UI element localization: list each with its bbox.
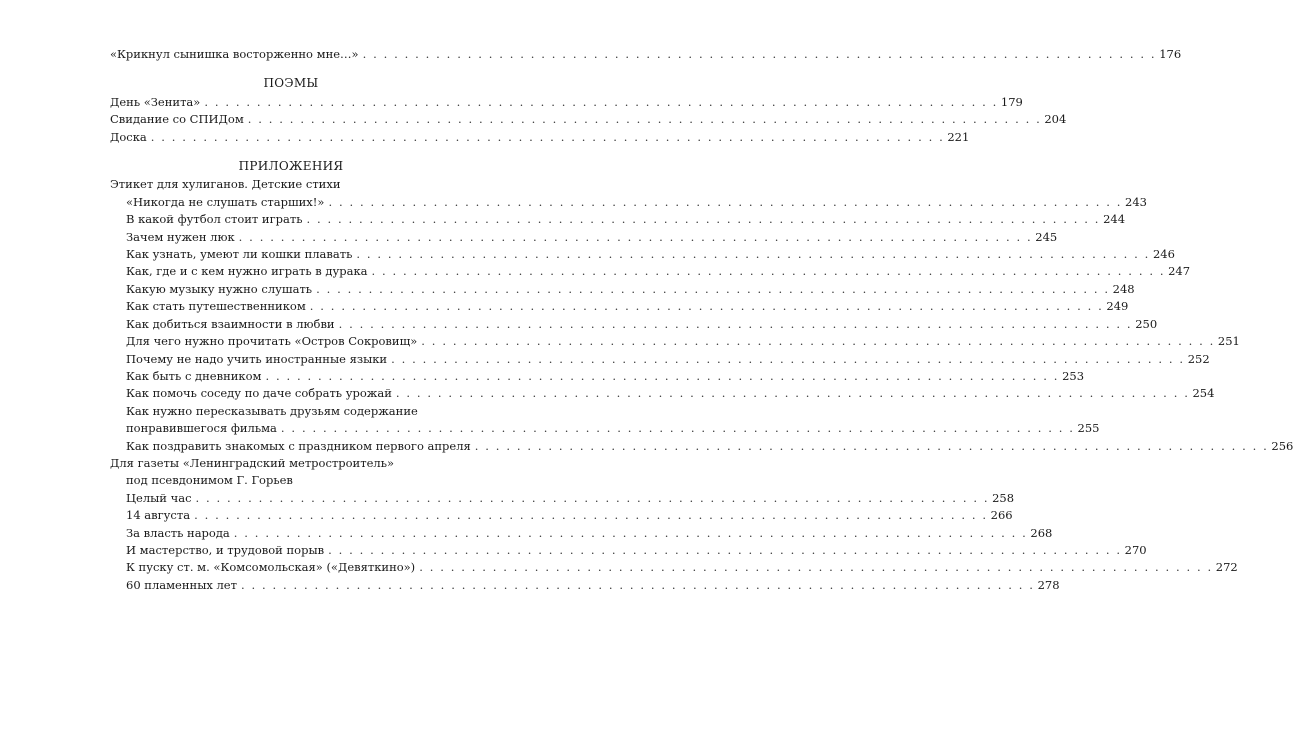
toc-entry-page: 249 <box>1106 299 1129 314</box>
toc-entry <box>110 281 1135 298</box>
toc-entry-page: 245 <box>1035 229 1058 244</box>
toc-entry-title: Целый час <box>126 490 192 505</box>
toc-entry <box>110 246 1175 263</box>
toc-entry-page: 266 <box>990 508 1013 523</box>
toc-entry-title: Почему не надо учить иностранные языки <box>126 351 388 366</box>
section-heading-appendix: ПРИЛОЖЕНИЯ <box>238 159 344 174</box>
etiquette-list <box>110 194 1293 455</box>
toc-entry <box>110 194 1147 211</box>
toc-entry-title: Для чего нужно прочитать «Остров Сокровищ» <box>126 334 418 349</box>
toc-entry-title: 14 августа <box>126 508 191 523</box>
toc-entry-page: 243 <box>1125 194 1147 209</box>
toc-entry <box>110 351 1210 368</box>
toc-entry-page: 247 <box>1168 264 1191 279</box>
toc-entry <box>110 129 970 146</box>
dot-leader <box>151 129 945 146</box>
toc-entry-page: 244 <box>1103 212 1126 227</box>
toc-entry-page: 270 <box>1124 542 1147 557</box>
section-heading-poems: ПОЭМЫ <box>263 76 319 91</box>
toc-entry <box>110 525 1053 542</box>
toc-entry <box>110 542 1147 559</box>
dot-leader <box>328 194 1122 211</box>
toc-entry-page: 272 <box>1215 560 1238 575</box>
dot-leader <box>310 298 1104 315</box>
toc-entry-page: 179 <box>1000 94 1023 109</box>
toc-entry-page: 278 <box>1037 577 1060 592</box>
toc-entry-title-line: Как нужно пересказывать друзьям содержание <box>126 403 418 418</box>
dot-leader <box>281 420 1075 437</box>
toc-entry <box>110 507 1013 524</box>
dot-leader <box>421 333 1215 350</box>
toc-entry-page: 248 <box>1112 281 1135 296</box>
dot-leader <box>196 490 990 507</box>
toc-entry-title: 60 пламенных лет <box>126 577 237 592</box>
toc-entry-title: Как, где и с кем нужно играть в дурака <box>126 264 368 279</box>
dot-leader <box>339 316 1133 333</box>
toc-entry-page: 253 <box>1062 368 1085 383</box>
toc-entry-page: 250 <box>1135 316 1158 331</box>
dot-leader <box>316 281 1110 298</box>
dot-leader <box>475 438 1269 455</box>
toc-entry-title: Как узнать, умеют ли кошки плавать <box>126 247 353 262</box>
toc-entry-title: Как помочь соседу по даче собрать урожай <box>126 386 392 401</box>
toc-entry-page: 221 <box>947 129 970 144</box>
dot-leader <box>372 263 1166 280</box>
toc-entry <box>110 263 1191 280</box>
toc-entry <box>110 385 1215 402</box>
toc-entry-title: Как стать путешественником <box>126 299 306 314</box>
dot-leader <box>234 525 1028 542</box>
toc-entry <box>110 46 1182 63</box>
dot-leader <box>194 507 988 524</box>
dot-leader <box>396 385 1190 402</box>
toc-entry-page: 204 <box>1044 112 1067 127</box>
toc-entry-title: День «Зенита» <box>110 94 201 109</box>
dot-leader <box>419 559 1213 576</box>
toc-entry-page: 251 <box>1217 334 1240 349</box>
toc-entry-page: 256 <box>1271 438 1293 453</box>
toc-entry <box>110 229 1058 246</box>
toc-entry <box>110 420 1100 437</box>
dot-leader <box>306 211 1100 228</box>
toc-entry <box>110 298 1129 315</box>
toc-entry <box>110 211 1126 228</box>
toc-entry-page: 246 <box>1152 247 1175 262</box>
toc-entry-title: Как поздравить знакомых с праздником первого апреля <box>126 438 471 453</box>
toc-entry <box>110 559 1238 576</box>
toc-entry <box>110 111 1067 128</box>
toc-entry <box>110 368 1085 385</box>
dot-leader <box>356 246 1150 263</box>
toc-entry-title: И мастерство, и трудовой порыв <box>126 542 325 557</box>
toc-entry-page: 176 <box>1159 47 1182 61</box>
toc-entry-title: К пуску ст. м. «Комсомольская» («Девяткино») <box>126 560 416 575</box>
toc-entry <box>110 490 1015 507</box>
toc-entry-title: понравившегося фильма <box>126 421 277 436</box>
toc-entry-title: Как быть с дневником <box>126 368 262 383</box>
toc-entry-title: Доска <box>110 129 147 144</box>
toc-entry <box>110 438 1293 455</box>
newspaper-list <box>110 490 1238 594</box>
poems-list <box>110 94 1067 146</box>
toc-entry-page: 252 <box>1187 351 1210 366</box>
toc-entry-page: 258 <box>992 490 1015 505</box>
dot-leader <box>363 46 1157 63</box>
subsection-heading-etiquette: Этикет для хулиганов. Детские стихи <box>110 177 341 192</box>
toc-entry-page: 268 <box>1030 525 1053 540</box>
toc-entry <box>110 333 1240 350</box>
table-of-contents <box>110 46 1293 594</box>
toc-entry-title: «Никогда не слушать старших!» <box>126 194 325 209</box>
toc-entry-page: 255 <box>1077 421 1100 436</box>
toc-entry-title: В какой футбол стоит играть <box>126 212 303 227</box>
toc-entry-title: «Крикнул сынишка восторженно мне…» <box>110 47 359 61</box>
dot-leader <box>239 229 1033 246</box>
subsection-heading-pseudonym: под псевдонимом Г. Горьев <box>126 473 293 488</box>
dot-leader <box>265 368 1059 385</box>
dot-leader <box>248 111 1042 128</box>
toc-entry-title: Какую музыку нужно слушать <box>126 281 313 296</box>
toc-entry <box>110 94 1023 111</box>
toc-entry-page: 254 <box>1192 386 1215 401</box>
toc-entry-title: Зачем нужен люк <box>126 229 235 244</box>
dot-leader <box>328 542 1122 559</box>
dot-leader <box>204 94 998 111</box>
toc-entry <box>110 577 1060 594</box>
toc-entry-title: За власть народа <box>126 525 230 540</box>
subsection-heading-newspaper: Для газеты «Ленинградский метростроитель» <box>110 455 394 470</box>
dot-leader <box>241 577 1035 594</box>
toc-entry <box>110 316 1158 333</box>
toc-entry-title: Как добиться взаимности в любви <box>126 316 335 331</box>
dot-leader <box>391 351 1185 368</box>
toc-entry-title: Свидание со СПИДом <box>110 112 244 127</box>
